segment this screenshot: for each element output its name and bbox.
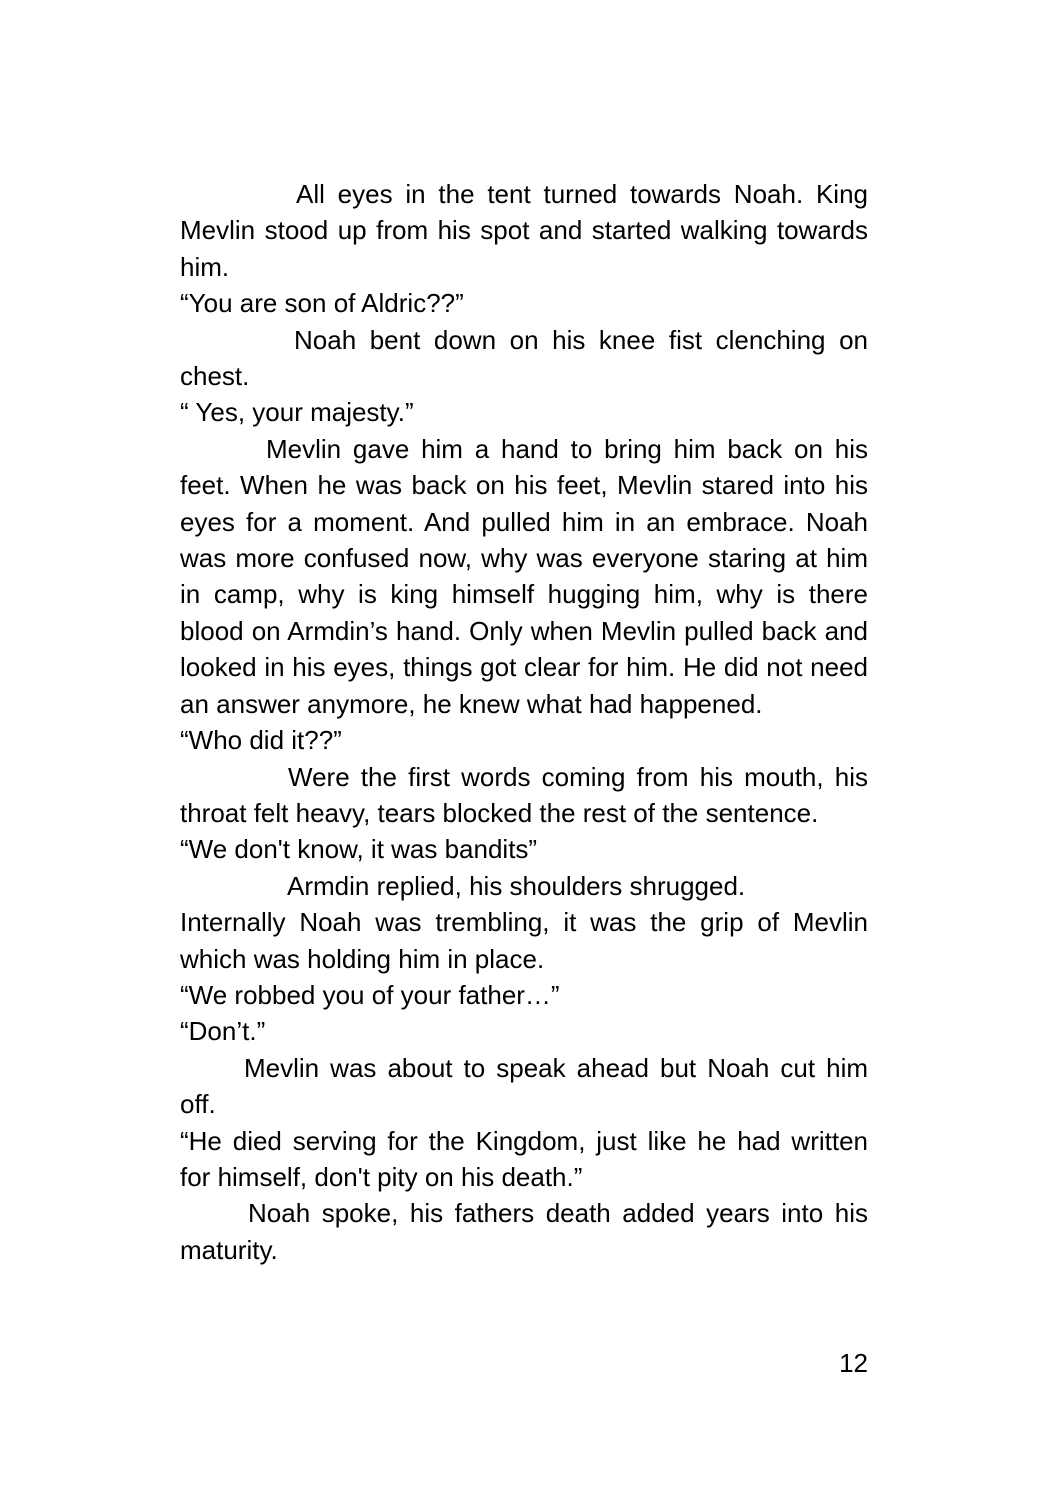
dialogue-line-2: “ Yes, your majesty.” (180, 397, 414, 428)
paragraph-2: Noah bent down on his knee fist clenching on chest. (180, 324, 868, 392)
paragraph-4: Were the first words coming from his mouth, his throat felt heavy, tears blocked the rest of the sentence. (180, 761, 868, 828)
paragraph-6: Internally Noah was trembling, it was the grip of Mevlin which was holding him in place. (180, 907, 868, 974)
dialogue-line-7: “He died serving for the Kingdom, just like he had written for himself, don't pity on his death.” (180, 1125, 868, 1192)
page-number: 12 (839, 1348, 868, 1378)
paragraph-5: Armdin replied, his shoulders shrugged. (287, 870, 746, 901)
dialogue-line-3: “Who did it??” (180, 725, 342, 756)
dialogue-line-5: “We robbed you of your father…” (180, 979, 560, 1010)
paragraph-3: Mevlin gave him a hand to bring him back on his feet. When he was back on his feet, Mevlin stared into his eyes for a moment. And pulled him in an embrace. Noah was more confused now, why was everyone staring at him in camp, why is king himself hugging him, why is there blood on Armdin’s hand. Only when Mevlin pulled back and looked in his eyes, things got clear for him. He did not need an answer anymore, he knew what had happened. (180, 433, 868, 719)
dialogue-line-4: “We don't know, it was bandits” (180, 834, 538, 865)
dialogue-line-1: “You are son of Aldric??” (180, 288, 464, 319)
paragraph-7: Mevlin was about to speak ahead but Noah cut him off. (180, 1052, 868, 1120)
dialogue-line-6: “Don’t.” (180, 1016, 266, 1047)
paragraph-1: All eyes in the tent turned towards Noah. King Mevlin stood up from his spot and started walking towards him. (180, 179, 868, 282)
paragraph-8: Noah spoke, his fathers death added years into his maturity. (180, 1198, 868, 1265)
page-body (180, 176, 868, 1268)
